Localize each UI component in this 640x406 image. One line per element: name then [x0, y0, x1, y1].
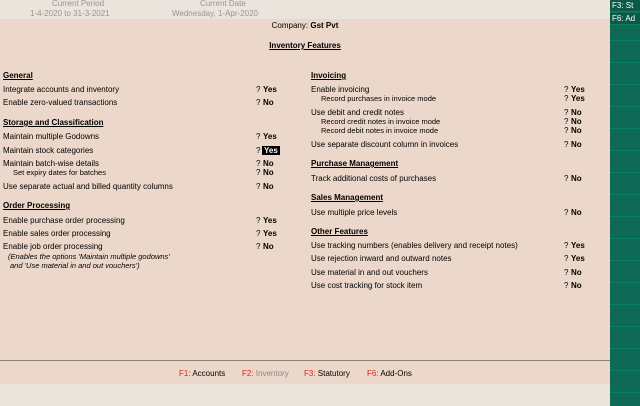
- f6-key: F6:: [367, 369, 379, 378]
- option-record-purchases-invoice[interactable]: Record purchases in invoice mode: [321, 94, 437, 103]
- value-record-purchases-invoice[interactable]: Yes: [571, 94, 585, 103]
- value-additional-costs[interactable]: No: [571, 174, 582, 183]
- current-period-value: 1-4-2020 to 31-3-2021: [30, 9, 110, 18]
- side-divider: [610, 326, 640, 327]
- q-mark: ?: [256, 159, 261, 168]
- q-mark: ?: [564, 268, 569, 277]
- section-purchase-header: Purchase Management: [311, 159, 399, 168]
- q-mark: ?: [256, 182, 261, 191]
- option-integrate-accounts[interactable]: Integrate accounts and inventory: [3, 85, 120, 94]
- section-other-header: Other Features: [311, 227, 368, 236]
- side-divider: [610, 40, 640, 41]
- f2-key: F2:: [242, 369, 254, 378]
- current-date-value: Wednesday, 1-Apr-2020: [172, 9, 258, 18]
- f6-addons-button[interactable]: [367, 369, 412, 378]
- option-batch-wise[interactable]: Maintain batch-wise details: [3, 159, 100, 168]
- option-material-vouchers[interactable]: Use material in and out vouchers: [311, 268, 428, 277]
- q-mark: ?: [564, 94, 569, 103]
- side-divider: [610, 282, 640, 283]
- option-multiple-godowns[interactable]: Maintain multiple Godowns: [3, 132, 100, 141]
- option-cost-tracking[interactable]: Use cost tracking for stock item: [311, 281, 423, 290]
- section-sales-header: Sales Management: [311, 193, 384, 202]
- option-job-order[interactable]: Enable job order processing: [3, 242, 103, 251]
- q-mark: ?: [256, 132, 261, 141]
- q-mark: ?: [564, 241, 569, 250]
- f3-statutory-button[interactable]: [304, 369, 350, 378]
- f2-inventory-button[interactable]: [242, 369, 289, 378]
- f1-label: Accounts: [192, 369, 226, 378]
- option-zero-valued[interactable]: Enable zero-valued transactions: [3, 98, 118, 107]
- q-mark: ?: [256, 229, 261, 238]
- page-title: Inventory Features: [269, 41, 341, 50]
- side-button-addons[interactable]: [610, 13, 640, 25]
- side-divider: [610, 238, 640, 239]
- q-mark: ?: [564, 126, 569, 135]
- option-debit-credit-notes[interactable]: Use debit and credit notes: [311, 108, 404, 117]
- side-button-statutory[interactable]: [610, 0, 640, 12]
- q-mark: ?: [564, 281, 569, 290]
- option-actual-billed-qty[interactable]: Use separate actual and billed quantity columns: [3, 182, 173, 191]
- side-button-addons-label: F6: Ad: [612, 14, 636, 23]
- value-record-debit-notes[interactable]: No: [571, 126, 582, 135]
- company-name: Gst Pvt: [310, 21, 339, 30]
- side-divider: [610, 62, 640, 63]
- side-divider: [610, 304, 640, 305]
- q-mark: ?: [256, 85, 261, 94]
- job-order-note-1: (Enables the options 'Maintain multiple godowns': [8, 252, 170, 261]
- value-discount-column[interactable]: No: [571, 140, 582, 149]
- value-stock-categories[interactable]: Yes: [264, 146, 278, 155]
- value-multiple-godowns[interactable]: Yes: [263, 132, 277, 141]
- bottom-strip: [0, 384, 610, 406]
- q-mark: ?: [256, 216, 261, 225]
- side-divider: [610, 216, 640, 217]
- side-divider: [610, 260, 640, 261]
- function-key-bar: [0, 360, 611, 384]
- side-divider: [610, 348, 640, 349]
- option-record-credit-notes[interactable]: Record credit notes in invoice mode: [321, 117, 441, 126]
- q-mark: ?: [564, 174, 569, 183]
- option-discount-column[interactable]: Use separate discount column in invoices: [311, 140, 459, 149]
- section-storage-header: Storage and Classification: [3, 118, 104, 127]
- value-material-vouchers[interactable]: No: [571, 268, 582, 277]
- value-cost-tracking[interactable]: No: [571, 281, 582, 290]
- value-rejection-notes[interactable]: Yes: [571, 254, 585, 263]
- side-button-statutory-label: F3: St: [612, 1, 634, 10]
- q-mark: ?: [256, 168, 261, 177]
- f2-label: Inventory: [255, 369, 289, 378]
- value-zero-valued[interactable]: No: [263, 98, 274, 107]
- option-expiry-dates[interactable]: Set expiry dates for batches: [13, 168, 106, 177]
- option-purchase-order[interactable]: Enable purchase order processing: [3, 216, 125, 225]
- section-order-header: Order Processing: [3, 201, 71, 210]
- current-date-label: Current Date: [200, 0, 246, 8]
- value-actual-billed-qty[interactable]: No: [263, 182, 274, 191]
- value-expiry-dates[interactable]: No: [263, 168, 274, 177]
- q-mark: ?: [564, 254, 569, 263]
- value-enable-invoicing[interactable]: Yes: [571, 85, 585, 94]
- side-divider: [610, 128, 640, 129]
- option-rejection-notes[interactable]: Use rejection inward and outward notes: [311, 254, 452, 263]
- q-mark: ?: [564, 117, 569, 126]
- value-batch-wise[interactable]: No: [263, 159, 274, 168]
- value-debit-credit-notes[interactable]: No: [571, 108, 582, 117]
- q-mark: ?: [256, 98, 261, 107]
- value-record-credit-notes[interactable]: No: [571, 117, 582, 126]
- side-divider: [610, 106, 640, 107]
- value-integrate-accounts[interactable]: Yes: [263, 85, 277, 94]
- side-divider: [610, 392, 640, 393]
- side-divider: [610, 172, 640, 173]
- value-sales-order[interactable]: Yes: [263, 229, 277, 238]
- f1-accounts-button[interactable]: [179, 369, 225, 378]
- option-sales-order[interactable]: Enable sales order processing: [3, 229, 111, 238]
- f3-label: Statutory: [317, 369, 350, 378]
- q-mark: ?: [564, 108, 569, 117]
- company-label: Company:: [271, 21, 309, 30]
- option-price-levels[interactable]: Use multiple price levels: [311, 208, 398, 217]
- value-purchase-order[interactable]: Yes: [263, 216, 277, 225]
- option-stock-categories[interactable]: Maintain stock categories: [3, 146, 94, 155]
- q-mark: ?: [564, 140, 569, 149]
- f3-key: F3:: [304, 369, 316, 378]
- option-enable-invoicing[interactable]: Enable invoicing: [311, 85, 370, 94]
- q-mark: ?: [564, 208, 569, 217]
- f6-label: Add-Ons: [380, 369, 412, 378]
- value-price-levels[interactable]: No: [571, 208, 582, 217]
- top-info-bar: [0, 0, 610, 20]
- side-divider: [610, 84, 640, 85]
- value-job-order[interactable]: No: [263, 242, 274, 251]
- section-general-header: General: [3, 71, 33, 80]
- value-tracking-numbers[interactable]: Yes: [571, 241, 585, 250]
- company-line: [0, 21, 610, 30]
- side-divider: [610, 194, 640, 195]
- current-period-label: Current Period: [52, 0, 105, 8]
- option-additional-costs[interactable]: Track additional costs of purchases: [311, 174, 437, 183]
- inventory-features-panel: [0, 19, 611, 360]
- side-divider: [610, 150, 640, 151]
- side-button-bar: [610, 0, 640, 406]
- q-mark: ?: [564, 85, 569, 94]
- f1-key: F1:: [179, 369, 191, 378]
- q-mark: ?: [256, 242, 261, 251]
- option-tracking-numbers[interactable]: Use tracking numbers (enables delivery and receipt notes): [311, 241, 518, 250]
- q-mark: ?: [256, 146, 261, 155]
- section-invoicing-header: Invoicing: [311, 71, 347, 80]
- job-order-note-2: and 'Use material in and out vouchers'): [10, 261, 140, 270]
- option-record-debit-notes[interactable]: Record debit notes in invoice mode: [321, 126, 439, 135]
- side-divider: [610, 370, 640, 371]
